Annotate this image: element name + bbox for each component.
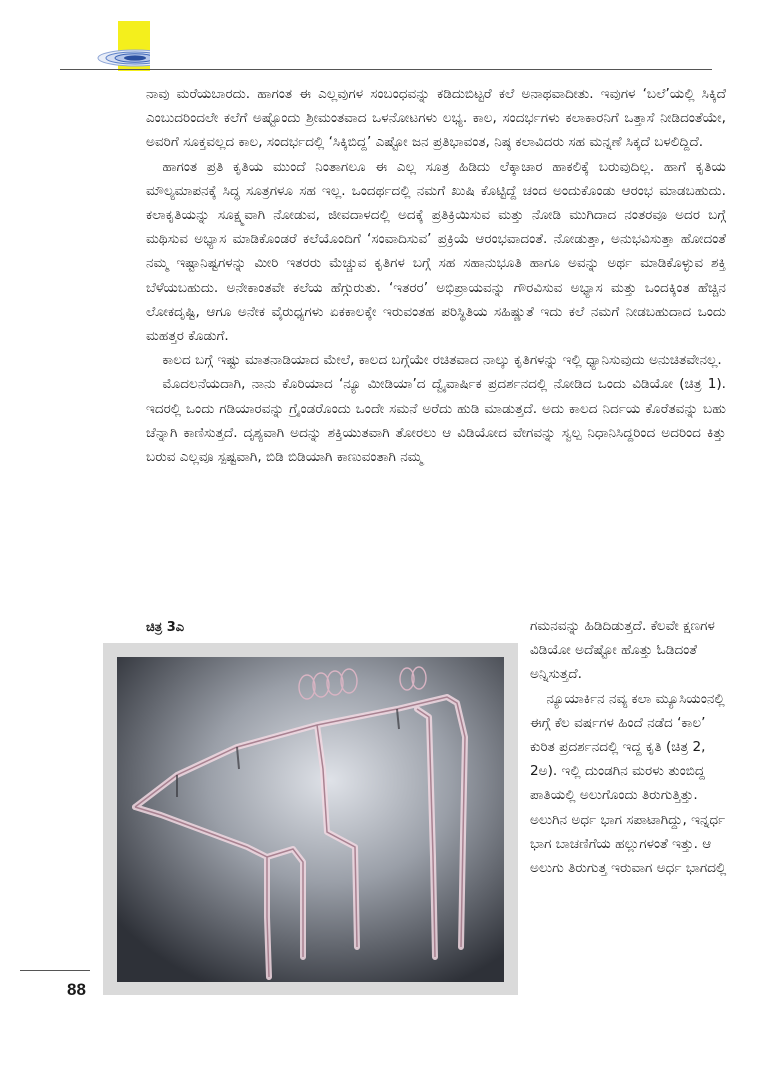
figure-frame [103,643,518,995]
paragraph: ನ್ಯೂಯಾರ್ಕಿನ ನವ್ಯ ಕಲಾ ಮ್ಯೂಸಿಯಂನಲ್ಲಿ ಈಗ್ಗೆ ಕೆಲ ವರ್ಷಗಳ ಹಿಂದೆ ನಡೆದ ‘ಕಾಲ’ ಕುರಿತ ಪ್ರದರ್ಶನದಲ್ಲಿ ಇದ್ದ ಕೃತಿ (ಚಿತ್ರ 2, 2ಅ). ಇಲ್ಲಿ ದುಂಡಗಿನ ಮರಳು ತುಂಬಿದ್ದ ಪಾತಿಯಲ್ಲಿ ಅಲುಗೊಂದು ತಿರುಗುತ್ತಿತ್ತು. ಅಲುಗಿನ ಅರ್ಧ ಭಾಗ ಸಪಾಟಾಗಿದ್ದು, ಇನ್ನರ್ಧ ಭಾಗ ಬಾಚಣಿಗೆಯ ಹಲ್ಲುಗಳಂತೆ ಇತ್ತು. ಆ ಅಲುಗು ತಿರುಗುತ್ತ ಇರುವಾಗ ಅರ್ಧ ಭಾಗದಲ್ಲಿ [530,690,727,877]
header-rule [60,69,712,70]
figure-caption: ಚಿತ್ರ 3ಎ [146,620,185,635]
header-logo [95,21,150,73]
paragraph: ಮೊದಲನೆಯದಾಗಿ, ನಾನು ಕೊರಿಯಾದ ‘ನ್ಯೂ ಮೀಡಿಯಾ’ದ ದ್ವೈವಾರ್ಷಿಕ ಪ್ರದರ್ಶನದಲ್ಲಿ ನೋಡಿದ ಒಂದು ವಿಡಿಯೋ (ಚಿತ್ರ 1). ಇದರಲ್ಲಿ ಒಂದು ಗಡಿಯಾರವನ್ನು ಗ್ರೈಂಡರೊಂದು ಒಂದೇ ಸಮನೆ ಅರೆದು ಹುಡಿ ಮಾಡುತ್ತದೆ. ಅದು ಕಾಲದ ನಿರ್ದಯ ಕೊರೆತವನ್ನು ಬಹು ಚೆನ್ನಾಗಿ ಕಾಣಿಸುತ್ತದೆ. ದೃಶ್ಯವಾಗಿ ಅದನ್ನು ಶಕ್ತಿಯುತವಾಗಿ ತೋರಲು ಆ ವಿಡಿಯೋದ ವೇಗವನ್ನು ಸ್ವಲ್ಪ ನಿಧಾನಿಸಿದ್ದರಿಂದ ಅದರಿಂದ ಕಿತ್ತು ಬರುವ ಎಲ್ಲವೂ ಸ್ಪಷ್ಟವಾಗಿ, ಬಿಡಿ ಬಿಡಿಯಾಗಿ ಕಾಣುವಂತಾಗಿ ನಮ್ಮ [146,376,726,466]
page-number: 88 [67,980,86,999]
glass-tube-sculpture-image [117,657,504,982]
paragraph: ಕಾಲದ ಬಗ್ಗೆ ಇಷ್ಟು ಮಾತನಾಡಿಯಾದ ಮೇಲೆ, ಕಾಲದ ಬಗ್ಗೆಯೇ ರಚಿತವಾದ ನಾಲ್ಕು ಕೃತಿಗಳನ್ನು ಇಲ್ಲಿ ಧ್ಯಾನಿಸುವುದು ಅನುಚಿತವೇನಲ್ಲ. [162,352,722,369]
concentric-rings-icon [95,21,150,73]
main-text [146,82,726,469]
figure-photo [117,657,504,982]
paragraph: ನಾವು ಮರೆಯಬಾರದು. ಹಾಗಂತ ಈ ಎಲ್ಲವುಗಳ ಸಂಬಂಧವನ್ನು ಕಡಿದುಬಿಟ್ಟರೆ ಕಲೆ ಅನಾಥವಾದೀತು. ಇವುಗಳ ‘ಬಲೆ’ಯಲ್ಲಿ ಸಿಕ್ಕಿದೆ ಎಂಬುದರಿಂದಲೇ ಕಲೆಗೆ ಅಷ್ಟೊಂದು ಶ್ರೀಮಂತವಾದ ಒಳನೋಟಗಳು ಲಭ್ಯ. ಕಾಲ, ಸಂದರ್ಭಗಳು ಕಲಾಕಾರನಿಗೆ ಒತ್ತಾಸೆ ನೀಡಿದಂತೆಯೇ, ಅವರಿಗೆ ಸೂಕ್ತವಲ್ಲದ ಕಾಲ, ಸಂದರ್ಭದಲ್ಲಿ ‘ಸಿಕ್ಕಿಬಿದ್ದ’ ಎಷ್ಟೋ ಜನ ಪ್ರತಿಭಾವಂತ, ನಿಷ್ಠ ಕಲಾವಿದರು ಸಹ ಮನ್ನಣೆ ಸಿಕ್ಕದೆ ಬಳಲಿದ್ದಿದೆ. [146,86,726,151]
side-text-column [530,614,730,880]
paragraph: ಹಾಗಂತ ಪ್ರತಿ ಕೃತಿಯ ಮುಂದೆ ನಿಂತಾಗಲೂ ಈ ಎಲ್ಲ ಸೂತ್ರ ಹಿಡಿದು ಲೆಕ್ಕಾಚಾರ ಹಾಕಲಿಕ್ಕೆ ಬರುವುದಿಲ್ಲ. ಹಾಗೆ ಕೃತಿಯ ಮೌಲ್ಯಮಾಪನಕ್ಕೆ ಸಿದ್ಧ ಸೂತ್ರಗಳೂ ಸಹ ಇಲ್ಲ. ಒಂದರ್ಥದಲ್ಲಿ ನಮಗೆ ಖುಷಿ ಕೊಟ್ಟಿದ್ದೆ ಚಂದ ಅಂದುಕೊಂಡು ಆರಂಭ ಮಾಡಬಹುದು. ಕಲಾಕೃತಿಯನ್ನು ಸೂಕ್ಷ್ಮವಾಗಿ ನೋಡುವ, ಜೀವದಾಳದಲ್ಲಿ ಅದಕ್ಕೆ ಪ್ರತಿಕ್ರಿಯಿಸುವ ಮತ್ತು ನೋಡಿ ಮುಗಿದಾದ ನಂತರವೂ ಅದರ ಬಗ್ಗೆ ಮಥಿಸುವ ಅಭ್ಯಾಸ ಮಾಡಿಕೊಂಡರೆ ಕಲೆಯೊಂದಿಗೆ ‘ಸಂವಾದಿಸುವ’ ಪ್ರಕ್ರಿಯೆ ಆರಂಭವಾದಂತೆ. ನೋಡುತ್ತಾ, ಅನುಭವಿಸುತ್ತಾ ಹೋದಂತೆ ನಮ್ಮ ಇಷ್ಟಾನಿಷ್ಟಗಳನ್ನು ಮೀರಿ ಇತರರು ಮೆಚ್ಚುವ ಕೃತಿಗಳ ಬಗ್ಗೆ ಸಹ ಸಹಾನುಭೂತಿ ಹಾಗೂ ಅವನ್ನು ಅರ್ಥ ಮಾಡಿಕೊಳ್ಳುವ ಶಕ್ತಿ ಬೆಳೆಯಬಹುದು. ಅನೇಕಾಂತವೇ ಕಲೆಯ ಹೆಗ್ಗುರುತು. ‘ಇತರರ’ ಅಭಿಪ್ರಾಯವನ್ನು ಗೌರವಿಸುವ ಅಭ್ಯಾಸ ಮತ್ತು ಒಂದಕ್ಕಿಂತ ಹೆಚ್ಚಿನ ಲೋಕದೃಷ್ಟಿ, ಆಗೂ ಅನೇಕ ವೈರುಧ್ಯಗಳು ಏಕಕಾಲಕ್ಕೇ ಇರುವಂತಹ ಪರಿಸ್ಥಿತಿಯ ಸಹಿಷ್ಣುತೆ ಇದು ಕಲೆ ನಮಗೆ ನೀಡಬಹುದಾದ ಒಂದು ಮಹತ್ತರ ಕೊಡುಗೆ. [146,158,726,345]
footer-rule [20,970,90,971]
paragraph: ಗಮನವನ್ನು ಹಿಡಿದಿಡುತ್ತದೆ. ಕೆಲವೇ ಕ್ಷಣಗಳ ವಿಡಿಯೋ ಅದೆಷ್ಟೋ ಹೊತ್ತು ಓಡಿದಂತೆ ಅನ್ನಿಸುತ್ತದೆ. [530,618,715,683]
